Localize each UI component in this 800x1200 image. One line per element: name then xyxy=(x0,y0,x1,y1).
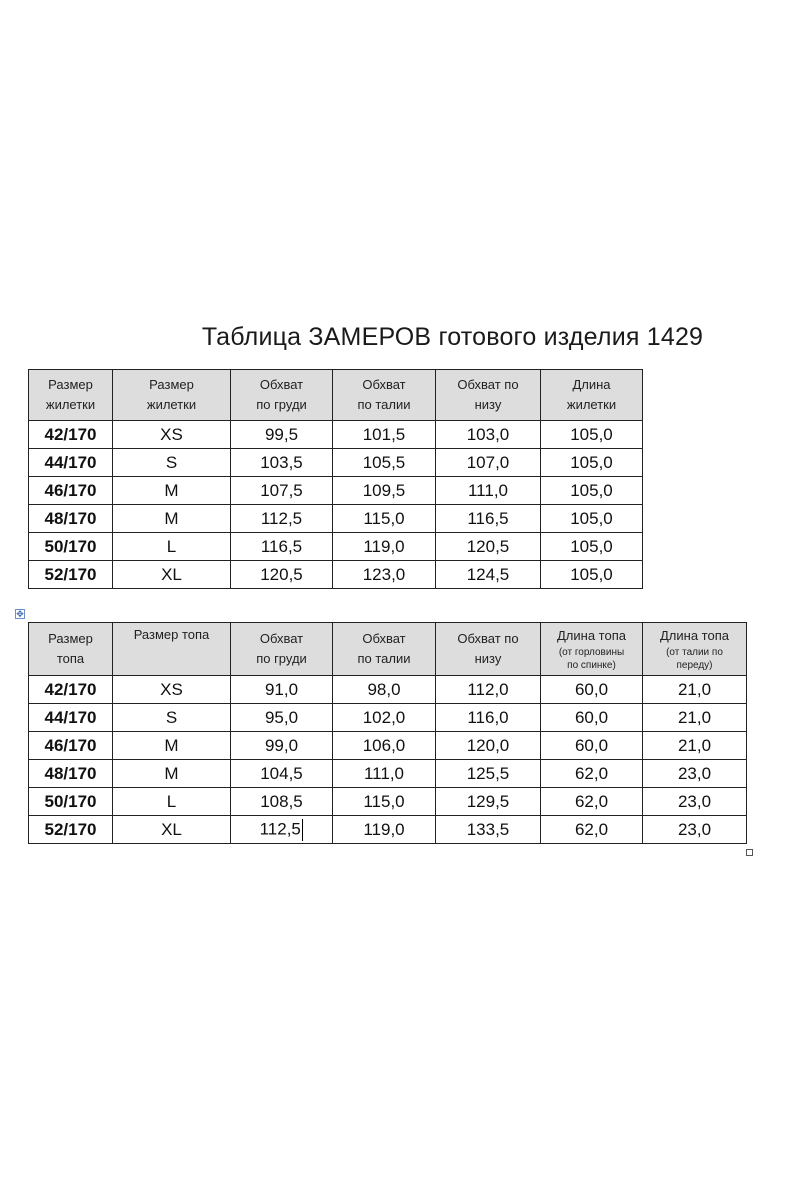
table-row xyxy=(29,704,747,732)
header-line: Обхват xyxy=(362,631,406,646)
vest-measurement-table xyxy=(28,369,643,589)
vest-header-cell xyxy=(436,370,541,421)
value-cell[interactable]: 116,5 xyxy=(436,505,541,533)
value-cell[interactable]: 103,0 xyxy=(436,421,541,449)
letter-size-cell[interactable]: L xyxy=(113,533,231,561)
table-row xyxy=(29,561,643,589)
table-row xyxy=(29,533,643,561)
value-cell[interactable]: 133,5 xyxy=(436,816,541,844)
top-measurement-table xyxy=(28,622,747,844)
value-cell[interactable]: 102,0 xyxy=(333,704,436,732)
size-cell[interactable]: 52/170 xyxy=(29,816,113,844)
value-cell[interactable]: 115,0 xyxy=(333,788,436,816)
vest-header-cell xyxy=(113,370,231,421)
value-cell[interactable]: 107,0 xyxy=(436,449,541,477)
top-header-cell xyxy=(333,623,436,676)
value-cell[interactable]: 98,0 xyxy=(333,676,436,704)
header-line: Длина xyxy=(572,377,611,392)
value-cell[interactable] xyxy=(231,816,333,844)
value-cell[interactable]: 115,0 xyxy=(333,505,436,533)
value-cell[interactable]: 106,0 xyxy=(333,732,436,760)
header-note: (от горловины xyxy=(558,647,625,658)
size-cell[interactable]: 48/170 xyxy=(29,505,113,533)
vest-header-cell xyxy=(541,370,643,421)
letter-size-cell[interactable]: L xyxy=(113,788,231,816)
header-line: Длина топа xyxy=(660,628,729,643)
size-cell[interactable]: 42/170 xyxy=(29,421,113,449)
letter-size-cell[interactable]: XL xyxy=(113,561,231,589)
value-cell[interactable]: 62,0 xyxy=(541,816,643,844)
size-cell[interactable]: 44/170 xyxy=(29,704,113,732)
value-cell[interactable]: 23,0 xyxy=(643,760,747,788)
value-cell[interactable]: 116,5 xyxy=(231,533,333,561)
size-cell[interactable]: 48/170 xyxy=(29,760,113,788)
vest-header-cell xyxy=(29,370,113,421)
header-line: Обхват по xyxy=(457,631,519,646)
table-row xyxy=(29,676,747,704)
top-header-cell xyxy=(113,623,231,676)
value-cell[interactable]: 105,0 xyxy=(541,561,643,589)
table-row xyxy=(29,732,747,760)
letter-size-cell[interactable]: M xyxy=(113,732,231,760)
value-cell[interactable]: 116,0 xyxy=(436,704,541,732)
size-cell[interactable]: 46/170 xyxy=(29,477,113,505)
letter-size-cell[interactable]: XS xyxy=(113,676,231,704)
letter-size-cell[interactable]: S xyxy=(113,449,231,477)
header-line: низу xyxy=(474,651,502,666)
value-cell[interactable]: 105,5 xyxy=(333,449,436,477)
header-note: (от талии по xyxy=(666,647,723,658)
value-cell[interactable]: 112,5 xyxy=(231,505,333,533)
value-cell[interactable]: 108,5 xyxy=(231,788,333,816)
header-line: Обхват по xyxy=(457,377,519,392)
value-cell[interactable]: 120,5 xyxy=(231,561,333,589)
table-row xyxy=(29,816,747,844)
header-line: Обхват xyxy=(259,631,304,646)
four-arrows-icon[interactable]: ✥ xyxy=(16,609,24,619)
vest-header-cell xyxy=(231,370,333,421)
value-cell[interactable]: 62,0 xyxy=(541,760,643,788)
table-row xyxy=(29,449,643,477)
letter-size-cell[interactable]: XS xyxy=(113,421,231,449)
value-cell[interactable]: 112,0 xyxy=(436,676,541,704)
value-cell[interactable]: 23,0 xyxy=(643,788,747,816)
table-row xyxy=(29,477,643,505)
top-header-row xyxy=(29,623,747,676)
value-cell[interactable]: 62,0 xyxy=(541,788,643,816)
header-line: Обхват xyxy=(259,377,304,392)
value-cell[interactable]: 105,0 xyxy=(541,477,643,505)
vest-header-cell xyxy=(333,370,436,421)
top-header-cell xyxy=(541,623,643,676)
header-line: Размер xyxy=(48,377,93,392)
value-cell[interactable]: 21,0 xyxy=(643,676,747,704)
letter-size-cell[interactable]: M xyxy=(113,505,231,533)
size-cell[interactable]: 44/170 xyxy=(29,449,113,477)
vest-header-row xyxy=(29,370,643,421)
header-line: Обхват xyxy=(362,377,406,392)
top-header-cell xyxy=(231,623,333,676)
header-note: переду) xyxy=(676,660,713,671)
table-row xyxy=(29,788,747,816)
value-cell[interactable]: 111,0 xyxy=(436,477,541,505)
size-cell[interactable]: 52/170 xyxy=(29,561,113,589)
table-row xyxy=(29,421,643,449)
value-cell[interactable]: 101,5 xyxy=(333,421,436,449)
header-line: топа xyxy=(56,651,85,666)
letter-size-cell[interactable]: XL xyxy=(113,816,231,844)
value-cell[interactable]: 105,0 xyxy=(541,421,643,449)
table-row xyxy=(29,505,643,533)
header-line: по талии xyxy=(357,651,411,666)
top-header-cell xyxy=(436,623,541,676)
letter-size-cell[interactable]: S xyxy=(113,704,231,732)
header-line: Размер xyxy=(48,631,93,646)
value-cell[interactable]: 107,5 xyxy=(231,477,333,505)
header-line: Длина топа xyxy=(557,628,626,643)
value-cell[interactable]: 119,0 xyxy=(333,533,436,561)
header-line: жилетки xyxy=(45,397,96,412)
size-cell[interactable]: 42/170 xyxy=(29,676,113,704)
header-line: жилетки xyxy=(146,397,197,412)
header-line: по груди xyxy=(256,651,307,666)
value-cell[interactable]: 123,0 xyxy=(333,561,436,589)
value-cell[interactable]: 125,5 xyxy=(436,760,541,788)
value-cell[interactable]: 111,0 xyxy=(333,760,436,788)
value-cell[interactable]: 103,5 xyxy=(231,449,333,477)
header-note: по спинке) xyxy=(567,660,616,671)
letter-size-cell[interactable]: M xyxy=(113,760,231,788)
value-cell[interactable]: 99,0 xyxy=(231,732,333,760)
top-header-cell xyxy=(643,623,747,676)
size-cell[interactable]: 46/170 xyxy=(29,732,113,760)
header-line: жилетки xyxy=(566,397,617,412)
text-cursor xyxy=(302,819,304,841)
size-cell[interactable]: 50/170 xyxy=(29,533,113,561)
value-cell[interactable]: 21,0 xyxy=(643,732,747,760)
table-row xyxy=(29,760,747,788)
value-cell[interactable]: 60,0 xyxy=(541,704,643,732)
value-cell[interactable]: 124,5 xyxy=(436,561,541,589)
value-cell[interactable]: 99,5 xyxy=(231,421,333,449)
top-header-cell xyxy=(29,623,113,676)
header-line: по груди xyxy=(256,397,307,412)
value-cell[interactable]: 60,0 xyxy=(541,732,643,760)
value-cell[interactable]: 120,0 xyxy=(436,732,541,760)
value-cell[interactable]: 23,0 xyxy=(643,816,747,844)
value-cell[interactable]: 104,5 xyxy=(231,760,333,788)
value-cell[interactable]: 95,0 xyxy=(231,704,333,732)
page-title: Таблица ЗАМЕРОВ готового изделия 1429 xyxy=(201,323,704,351)
value-cell[interactable]: 120,5 xyxy=(436,533,541,561)
value-cell[interactable]: 91,0 xyxy=(231,676,333,704)
value-cell[interactable]: 129,5 xyxy=(436,788,541,816)
value-cell[interactable]: 119,0 xyxy=(333,816,436,844)
value-cell[interactable]: 21,0 xyxy=(643,704,747,732)
letter-size-cell[interactable]: M xyxy=(113,477,231,505)
square-handle-icon[interactable] xyxy=(746,849,753,856)
value-text: 112,5 xyxy=(259,818,301,838)
header-line: Размер xyxy=(149,377,194,392)
header-line: Размер топа xyxy=(133,627,210,642)
value-cell[interactable]: 60,0 xyxy=(541,676,643,704)
value-cell[interactable]: 105,0 xyxy=(541,533,643,561)
size-cell[interactable]: 50/170 xyxy=(29,788,113,816)
value-cell[interactable]: 109,5 xyxy=(333,477,436,505)
value-cell[interactable]: 105,0 xyxy=(541,505,643,533)
header-line: низу xyxy=(474,397,502,412)
value-cell[interactable]: 105,0 xyxy=(541,449,643,477)
header-line: по талии xyxy=(357,397,411,412)
